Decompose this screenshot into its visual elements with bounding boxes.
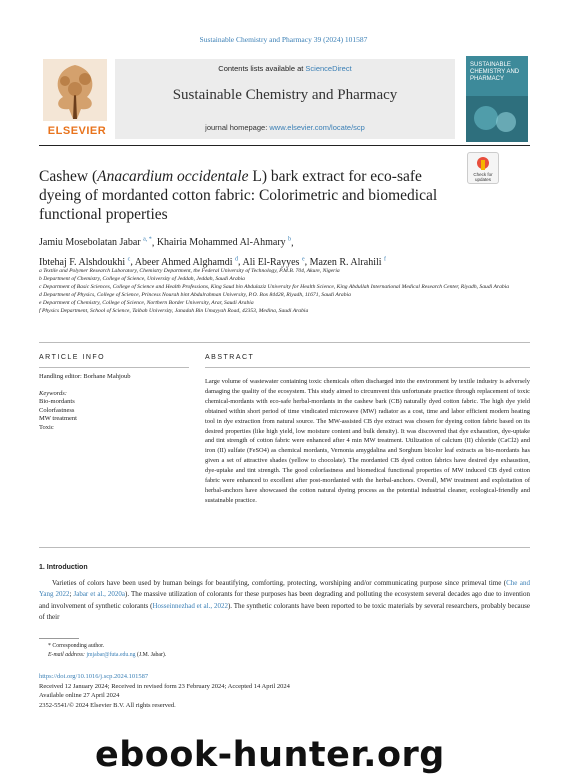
footnote-rule bbox=[39, 638, 79, 639]
cover-graphic-icon bbox=[466, 96, 528, 142]
abstract-rule bbox=[205, 367, 530, 368]
author-affil-marker[interactable]: f bbox=[384, 256, 387, 263]
title-part-2: L) bark extract for eco-safe dyeing of mordanted cotton fabric: Colorimetric and biomedical functional properties bbox=[39, 168, 438, 223]
homepage-line bbox=[115, 123, 455, 132]
sciencedirect-link[interactable]: ScienceDirect bbox=[305, 64, 352, 73]
intro-separator: ; bbox=[69, 590, 74, 599]
publisher-name: ELSEVIER bbox=[47, 125, 107, 137]
introduction-heading: 1. Introduction bbox=[39, 564, 88, 571]
email-suffix: (J.M. Jabar). bbox=[135, 652, 167, 658]
crossmark-icon bbox=[476, 156, 490, 172]
author-affil-marker[interactable]: e bbox=[301, 256, 305, 263]
homepage-prefix: journal homepage: bbox=[205, 123, 270, 132]
intro-text-2: ). The massive utilization of colorants for these purposes has been degrading and polluting the ecosystem several decades ago due to invention and involvement of synthetic colorants ( bbox=[39, 590, 530, 610]
affiliations bbox=[39, 268, 530, 315]
corresponding-author-note: * Corresponding author. bbox=[48, 643, 105, 649]
keywords-label: Keywords: bbox=[39, 389, 67, 397]
author-affil-marker[interactable]: c bbox=[127, 256, 131, 263]
footnotes bbox=[48, 642, 528, 660]
author[interactable] bbox=[135, 257, 238, 268]
email-link[interactable]: jmjabar@futa.edu.ng bbox=[86, 652, 136, 658]
keyword: MW treatment bbox=[39, 415, 77, 422]
elsevier-logo[interactable] bbox=[43, 59, 107, 137]
author[interactable] bbox=[39, 257, 130, 268]
author[interactable] bbox=[157, 237, 291, 248]
masthead-center bbox=[115, 59, 455, 139]
crossmark-label: Check for updates bbox=[473, 172, 493, 182]
author[interactable] bbox=[243, 257, 305, 268]
article-info-rule bbox=[39, 367, 189, 368]
author-name: Khairia Mohammed Al-Ahmary bbox=[156, 237, 286, 249]
affiliation: f Physics Department, School of Science, Taibah University, Janadah Bin Umayyah Road, 42353, Medina, Saudi Arabia bbox=[39, 307, 309, 314]
crossmark-button[interactable] bbox=[467, 152, 499, 184]
citation-link[interactable]: Hosseinnezhad et al., 2022 bbox=[152, 601, 228, 610]
journal-title[interactable]: Sustainable Chemistry and Pharmacy bbox=[172, 87, 398, 103]
affiliation: d Department of Physics, College of Science, Princess Nourah bint Abdulrahman University, P.O. Box 84428, Riyadh, 11671, Saudi Arabia bbox=[39, 291, 351, 298]
abstract-body: Large volume of wastewater containing toxic chemicals often discharged into the environment by textile industry is adversely damaging the quality of the ecosystem. This study aimed to circumvent this unfortunate practice through replacement of toxic chemical-mordants with eco-safe herbal-mordants in the cashew bark (CB) naturally dyed cotton fabric. The high dye yield obtained within short period of time vindicated microwave (MW) radiator as a cost, time and labor efficient modern heating tool in dye extraction from natural source. The MW-assisted CB dye extract was chosen for dyeing cotton fabric based on its desired properties (like high yield, low moisture content and bulk density). It was discovered that dye exhaustion, dye-uptake and tint strength of cotton fabric were enhanced after 4 min MW treatment. Utilization of calcium (II) chloride (CaCl2) and iron (II) sulfate (FeSO4) as chemical mordants, Vernonia amygdalina and Sorghum bicolor leaf extracts as bio-mordants has given a set of attractive shades (yellow to chocolate). The mordanted CB dyed cotton fabrics have desired dye exhaustion, dye-uptake and tint strength. The good colorfastness and biomedical functional properties of MW induced CB dyed cotton fabric were enhanced to excellent after post-mordanted with the herbal-anchors. Overall, MW treatment and exploitation of herbal-anchors have showcased the cotton natural dyeing process as the potential industrial cleaner, ecological-friendly and sustainable practice. bbox=[205, 378, 530, 504]
handling-editor: Handling editor: Borhane Mahjoub bbox=[39, 373, 131, 380]
author-affil-marker[interactable]: a, * bbox=[143, 237, 152, 243]
author[interactable] bbox=[39, 237, 152, 248]
author-list: Jamiu Mosebolatan Jabar $^{a, *}$, Khairia Mohammed Al-Ahmary $^b$, Ibtehaj F. Alshdoukhi $^c$, Abeer Ahmed Alghamdi $^d$, Ali El-Rayyes $^e$, Mazen R. Alrahili $^f$ bbox=[39, 237, 387, 268]
affiliation: c Department of Basic Sciences, College of Science and Health Professions, King Saud bin Abdulaziz University for Health Science, King Abdullah International Medical Research Center, Riyadh, Saudi Arabia bbox=[39, 283, 510, 290]
abstract-divider bbox=[39, 547, 530, 548]
abstract-heading: ABSTRACT bbox=[205, 354, 255, 361]
contents-line bbox=[115, 64, 455, 73]
author[interactable] bbox=[310, 257, 386, 268]
affiliation: e Department of Chemistry, College of Science, Northern Border University, Arar, Saudi Arabia bbox=[39, 299, 254, 306]
received-dates: Received 12 January 2024; Received in revised form 23 February 2024; Accepted 14 April 2024 bbox=[39, 682, 290, 690]
email-label: E-mail address: bbox=[48, 652, 87, 658]
section-divider bbox=[39, 342, 530, 343]
author-name: Ali El-Rayyes bbox=[242, 256, 300, 268]
doi-link[interactable]: https://doi.org/10.1016/j.scp.2024.101587 bbox=[39, 673, 149, 680]
author-name: Abeer Ahmed Alghamdi bbox=[134, 256, 233, 268]
doi-block bbox=[39, 672, 439, 710]
author-affil-marker[interactable]: b bbox=[288, 237, 292, 243]
affiliation: a Textile and Polymer Research Laboratory, Chemistry Department, the Federal University of Technology, P.M.B. 704, Akure, Nigeria bbox=[39, 268, 340, 274]
author-name: Jamiu Mosebolatan Jabar bbox=[39, 237, 141, 249]
intro-text-3: ). The synthetic colorants have been reported to be toxic materials by several researchers, probably because of their bbox=[39, 601, 530, 622]
intro-text-1: Varieties of colors have been used by human beings for beautifying, comforting, protecting, worshiping and/or communicating purpose since primeval time ( bbox=[52, 579, 507, 587]
copyright: 2352-5541/© 2024 Elsevier B.V. All rights reserved. bbox=[39, 701, 176, 709]
contents-prefix: Contents lists available at bbox=[218, 64, 306, 73]
title-part-1: Cashew ( bbox=[39, 168, 98, 185]
introduction-body bbox=[39, 578, 530, 624]
header-divider bbox=[39, 145, 530, 146]
available-online: Available online 27 April 2024 bbox=[39, 692, 120, 699]
watermark: ebook-hunter.org bbox=[95, 735, 445, 775]
title-species: Anacardium occidentale bbox=[97, 168, 249, 185]
journal-masthead bbox=[39, 56, 530, 142]
article-info-heading: ARTICLE INFO bbox=[39, 354, 106, 361]
author-affil-marker[interactable]: d bbox=[235, 256, 239, 263]
keyword: Bio-mordants bbox=[39, 398, 75, 405]
journal-cover[interactable] bbox=[466, 56, 528, 142]
article-title bbox=[39, 167, 449, 224]
article-info bbox=[39, 373, 189, 432]
cover-title: SUSTAINABLE CHEMISTRY AND PHARMACY bbox=[470, 62, 520, 82]
homepage-link[interactable]: www.elsevier.com/locate/scp bbox=[269, 123, 365, 132]
affiliation: b Department of Chemistry, College of Science, University of Jeddah, Jeddah, Saudi Arabia bbox=[39, 275, 245, 282]
elsevier-tree-icon bbox=[43, 59, 107, 121]
journal-reference[interactable]: Sustainable Chemistry and Pharmacy 39 (2024) 101587 bbox=[199, 35, 368, 44]
keyword: Colorfastness bbox=[39, 406, 75, 414]
author-name: Ibtehaj F. Alshdoukhi bbox=[39, 256, 126, 268]
citation-link[interactable]: Che and Yang 2022 bbox=[39, 579, 530, 599]
citation-link[interactable]: Jabar et al., 2020a bbox=[73, 590, 126, 599]
keyword: Toxic bbox=[39, 423, 54, 431]
email-note bbox=[48, 651, 528, 660]
author-name: Mazen R. Alrahili bbox=[309, 256, 382, 268]
